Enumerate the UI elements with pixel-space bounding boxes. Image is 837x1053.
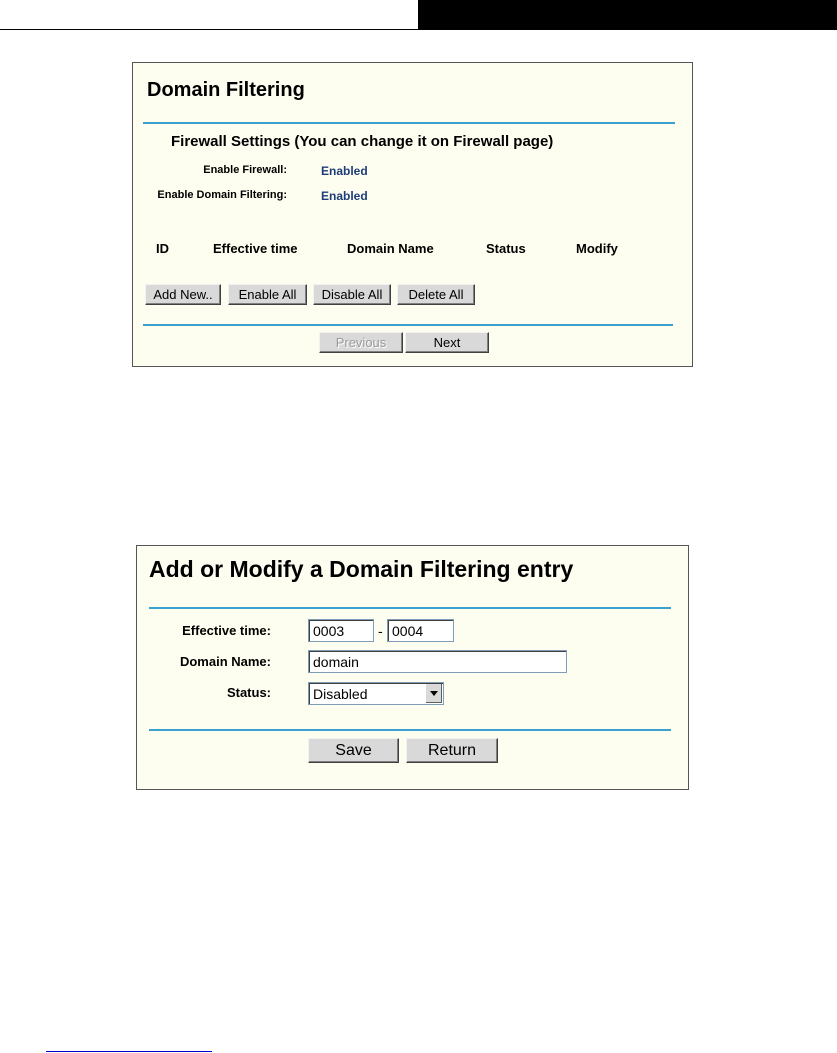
footer-link-underline bbox=[46, 1051, 212, 1052]
column-header-modify: Modify bbox=[576, 241, 618, 256]
status-select[interactable] bbox=[308, 682, 444, 705]
column-header-status: Status bbox=[486, 241, 526, 256]
enable-firewall-label: Enable Firewall: bbox=[203, 164, 287, 176]
column-header-effective-time: Effective time bbox=[213, 241, 298, 256]
next-button[interactable]: Next bbox=[405, 332, 489, 353]
enable-domain-filtering-label: Enable Domain Filtering: bbox=[157, 189, 287, 201]
add-new-button[interactable]: Add New.. bbox=[145, 284, 221, 305]
save-button[interactable]: Save bbox=[308, 738, 399, 763]
previous-button[interactable]: Previous bbox=[319, 332, 403, 353]
entry-buttons-divider bbox=[149, 729, 671, 731]
domain-filtering-title: Domain Filtering bbox=[147, 79, 305, 101]
header-black-bar bbox=[418, 0, 837, 29]
domain-name-input[interactable]: domain bbox=[308, 650, 567, 673]
return-button[interactable]: Return bbox=[406, 738, 498, 763]
delete-all-button[interactable]: Delete All bbox=[397, 284, 475, 305]
add-modify-entry-panel bbox=[136, 545, 689, 790]
effective-time-label: Effective time: bbox=[182, 623, 271, 638]
buttons-divider bbox=[143, 324, 673, 326]
enable-all-button[interactable]: Enable All bbox=[228, 284, 307, 305]
enable-domain-filtering-value: Enabled bbox=[321, 189, 368, 203]
enable-firewall-value: Enabled bbox=[321, 164, 368, 178]
effective-time-end-input[interactable]: 0004 bbox=[387, 619, 454, 642]
status-label: Status: bbox=[226, 685, 271, 700]
title-divider bbox=[143, 122, 675, 124]
firewall-settings-heading: Firewall Settings (You can change it on Firewall page) bbox=[171, 133, 554, 150]
disable-all-button[interactable]: Disable All bbox=[313, 284, 391, 305]
effective-time-start-input[interactable]: 0003 bbox=[308, 619, 374, 642]
domain-filtering-panel bbox=[132, 62, 693, 367]
domain-name-label: Domain Name: bbox=[179, 654, 271, 669]
status-select-value: Disabled bbox=[313, 686, 368, 702]
column-header-domain-name: Domain Name bbox=[347, 241, 434, 256]
chevron-down-icon[interactable] bbox=[425, 684, 442, 703]
effective-time-separator: - bbox=[378, 623, 383, 639]
entry-title-divider bbox=[149, 607, 671, 609]
column-header-id: ID bbox=[156, 241, 169, 256]
add-modify-entry-title: Add or Modify a Domain Filtering entry bbox=[149, 556, 574, 582]
header-rule bbox=[0, 29, 837, 30]
